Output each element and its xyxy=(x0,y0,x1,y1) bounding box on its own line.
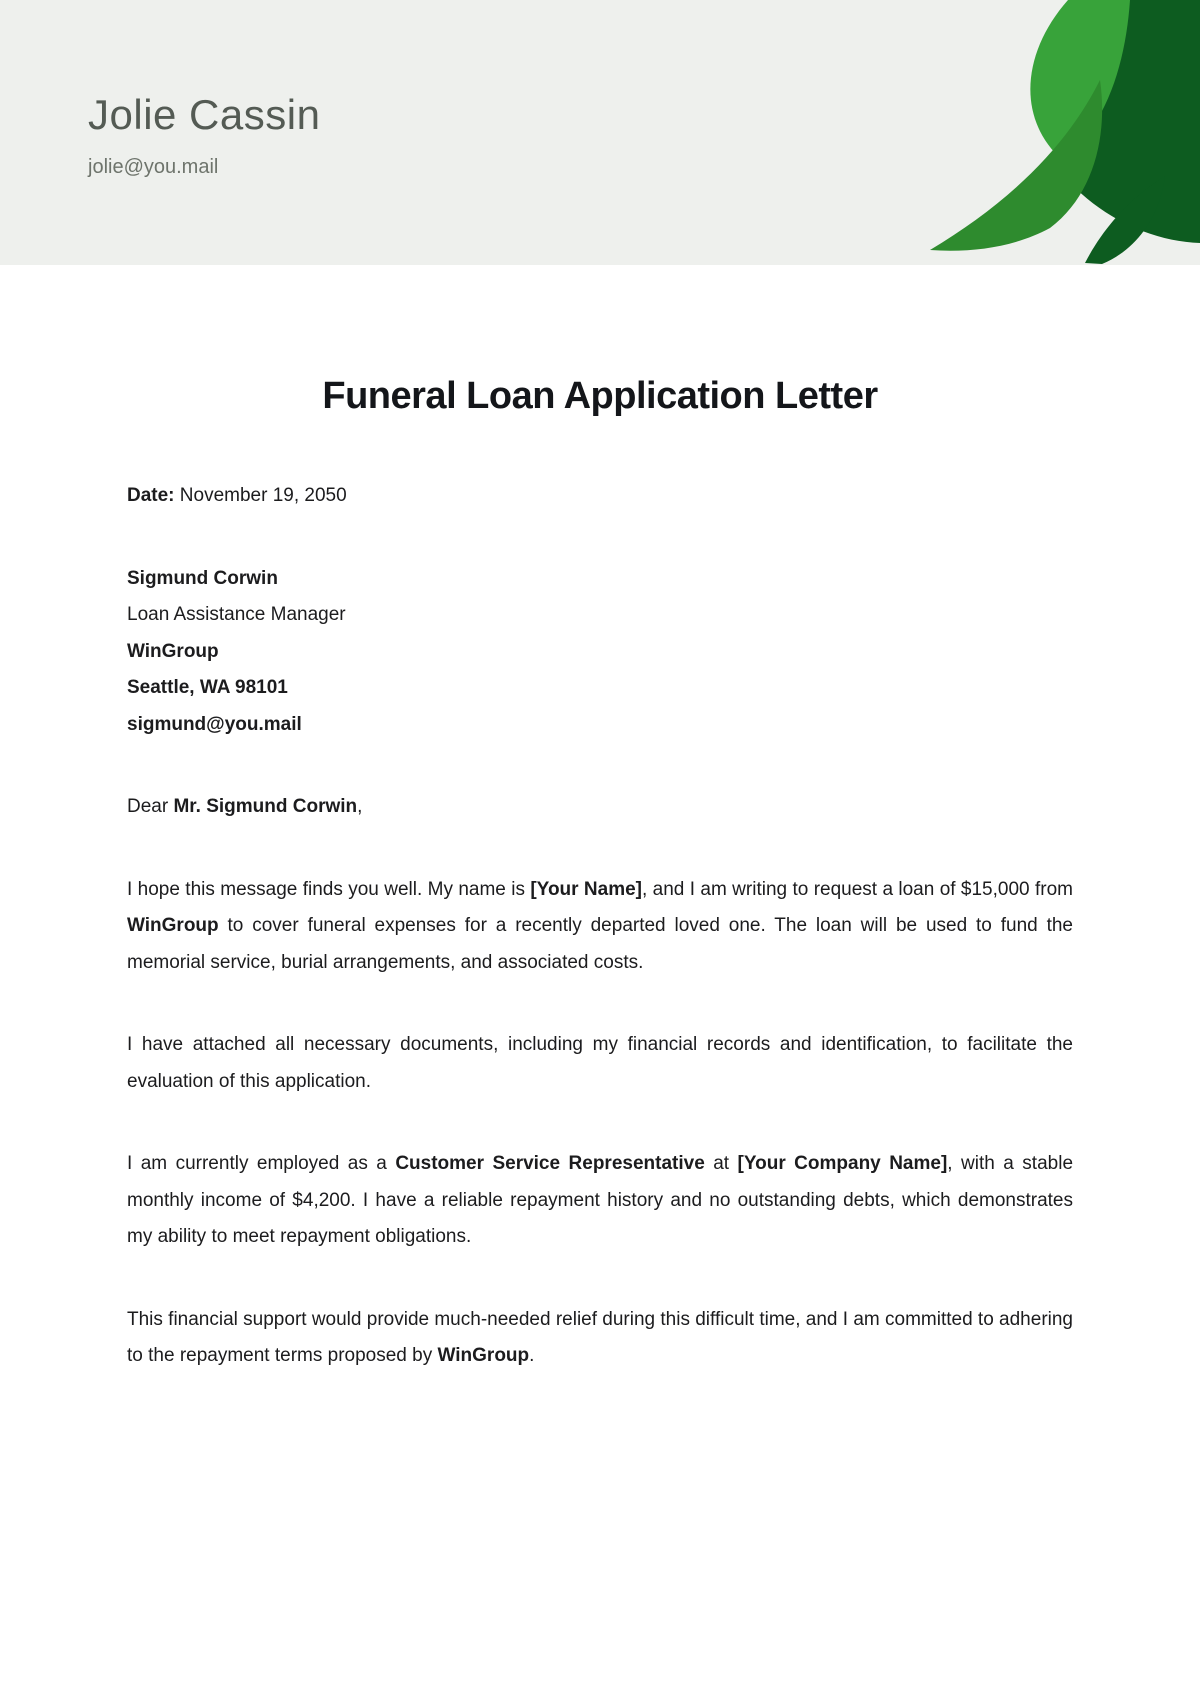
recipient-email: sigmund@you.mail xyxy=(127,713,302,735)
salutation: Dear Mr. Sigmund Corwin, xyxy=(127,796,363,817)
body-paragraph-2: I have attached all necessary documents, including my financial records and identification, to facilitate the evaluation of this application. xyxy=(127,1034,1073,1092)
recipient-company: WinGroup xyxy=(127,640,219,662)
recipient-location: Seattle, WA 98101 xyxy=(127,677,288,698)
letter-content xyxy=(0,265,1200,1375)
recipient-title: Loan Assistance Manager xyxy=(127,604,346,625)
letter-header xyxy=(0,0,1200,265)
author-name: Jolie Cassin xyxy=(88,91,321,138)
date-line: Date: November 19, 2050 xyxy=(127,485,347,506)
recipient-name: Sigmund Corwin xyxy=(127,567,278,589)
leaf-decoration-icon xyxy=(910,0,1200,265)
author-email: jolie@you.mail xyxy=(88,156,219,179)
body-paragraph-4: This financial support would provide much-needed relief during this difficult time, and I am committed to adhering to the repayment terms proposed by WinGroup. xyxy=(127,1308,1073,1366)
letter-title: Funeral Loan Application Letter xyxy=(322,375,878,417)
body-paragraph-3: I am currently employed as a Customer Service Representative at [Your Company Name], with a stable monthly income of $4,200. I have a reliable repayment history and no outstanding debts, which demonstrates my ability to meet repayment obligations. xyxy=(127,1153,1074,1247)
recipient-block xyxy=(127,561,1073,744)
body-paragraph-1: I hope this message finds you well. My name is [Your Name], and I am writing to request a loan of $15,000 from WinGroup to cover funeral expenses for a recently departed loved one. The loan will be used to fund the memorial service, burial arrangements, and associated costs. xyxy=(127,878,1073,973)
